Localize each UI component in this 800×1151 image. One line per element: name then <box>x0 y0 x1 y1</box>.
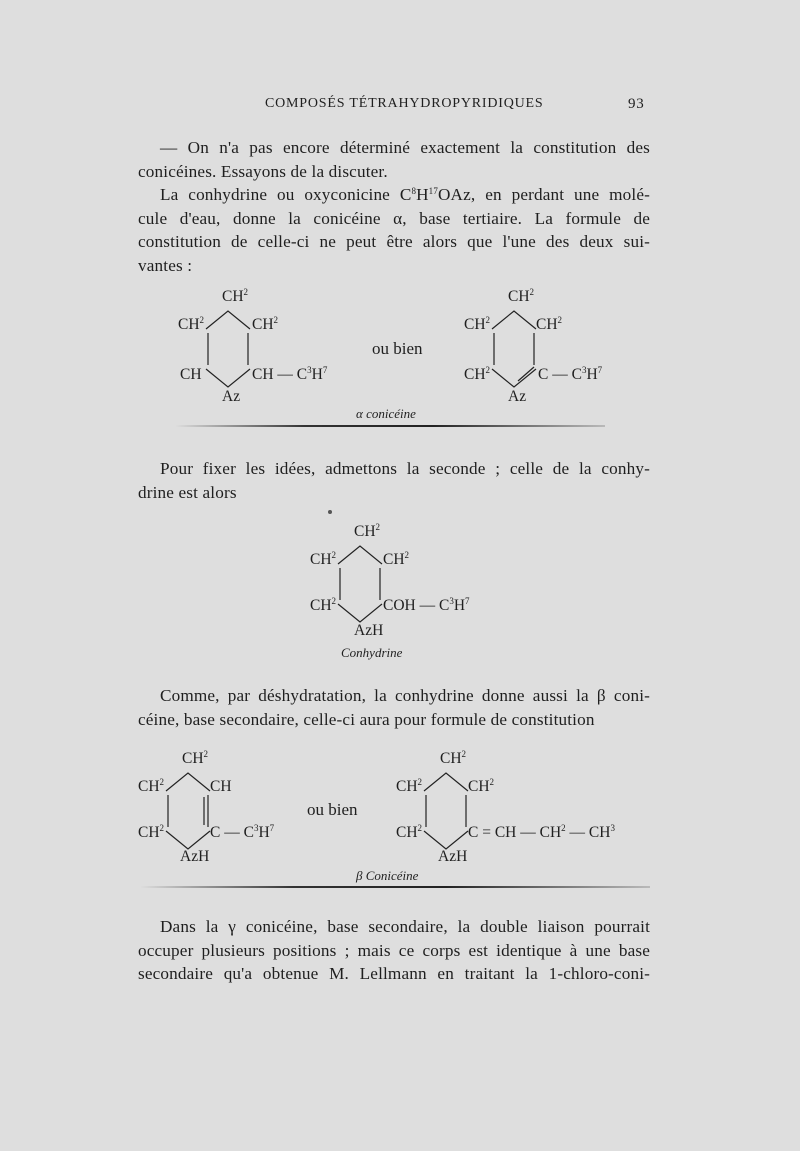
caption-conhydrine: Conhydrine <box>341 645 403 660</box>
formula-label: CH <box>396 824 418 841</box>
divider-rule <box>175 425 605 427</box>
paragraph-4 <box>138 684 650 731</box>
hexagon-ring-icon <box>158 767 218 853</box>
formula-label: AzH <box>354 622 384 639</box>
formula-label: CH <box>396 778 418 795</box>
ou-bien-text: ou bien <box>307 800 358 819</box>
text-line: Pour fixer les idées, admettons la seconde ; celle de la conhy- <box>160 459 650 478</box>
formula-label: Az <box>508 388 527 405</box>
hexagon-ring-icon <box>330 540 390 626</box>
formula-label: C — C <box>538 366 582 383</box>
page-number: 93 <box>628 96 645 112</box>
text-line: cule d'eau, donne la conicéine α, base tertiaire. La formule de <box>138 208 650 228</box>
paragraph-3 <box>138 457 650 504</box>
formula-label: CH <box>222 288 244 305</box>
formula-label: CH <box>210 778 232 795</box>
ou-bien-text: ou bien <box>372 339 423 358</box>
formula-label: CH <box>464 366 486 383</box>
caption-beta-coniceine: β Conicéine <box>356 868 419 883</box>
text-line: Comme, par déshydratation, la conhydrine donne aussi la β coni- <box>160 686 650 705</box>
text-line: La conhydrine ou oxyconicine $C^8H^{17}OAz$, en perdant une molé- <box>160 185 650 204</box>
text-line: conicéines. Essayons de la discuter. <box>138 161 388 181</box>
text-line: occuper plusieurs positions ; mais ce corps est identique à une base <box>138 940 650 960</box>
formula-label: C — C <box>210 824 254 841</box>
paragraph-5 <box>138 915 650 986</box>
formula-label: CH <box>252 316 274 333</box>
paragraph-2 <box>138 183 650 277</box>
formula-label: CH <box>468 778 490 795</box>
text-line: secondaire qu'a obtenue M. Lellmann en traitant la 1-chloro-coni- <box>138 964 650 983</box>
text-line: constitution de celle-ci ne peut être alors que l'une des deux sui- <box>138 232 650 251</box>
running-header <box>0 96 800 116</box>
header-title: COMPOSÉS TÉTRAHYDROPYRIDIQUES <box>265 96 544 111</box>
formula-label: CH <box>464 316 486 333</box>
paragraph-1 <box>138 136 650 183</box>
formula-label: COH — C <box>383 597 450 614</box>
formula-label: CH <box>138 824 160 841</box>
formula-label: CH <box>138 778 160 795</box>
hexagon-ring-icon <box>198 305 258 391</box>
formula-label: Az <box>222 388 241 405</box>
formula-label: AzH <box>180 848 210 865</box>
formula-label: CH <box>180 366 202 383</box>
caption-alpha-coniceine: α conicéine <box>356 406 416 421</box>
formula-label: CH <box>508 288 530 305</box>
ink-speck <box>328 510 332 514</box>
formula-label: CH <box>536 316 558 333</box>
formula-label: CH <box>178 316 200 333</box>
text-line: vantes : <box>138 255 193 275</box>
text-line: drine est alors <box>138 482 237 502</box>
formula-label: CH <box>310 597 332 614</box>
text-line: Dans la γ conicéine, base secondaire, la double liaison pourrait <box>160 917 650 936</box>
formula-label: CH <box>354 523 376 540</box>
text-line: céine, base secondaire, celle-ci aura pour formule de constitution <box>138 709 595 729</box>
formula-label: CH — C <box>252 366 308 383</box>
hexagon-ring-icon <box>484 305 544 391</box>
text-line: — On n'a pas encore déterminé exactement la constitution des <box>160 138 650 157</box>
hexagon-ring-icon <box>416 767 476 853</box>
formula-label: CH <box>440 750 462 767</box>
formula-label: CH <box>310 551 332 568</box>
formula-label: C = CH — CH <box>468 824 562 841</box>
formula-label: AzH <box>438 848 468 865</box>
divider-rule <box>140 886 650 888</box>
formula-label: CH <box>182 750 204 767</box>
formula-label: CH <box>383 551 405 568</box>
book-page: COMPOSÉS TÉTRAHYDROPYRIDIQUES 93 — On n'a pas encore déterminé exactement la constitution des conicéines. Essayons de la discuter. La conhydrine ou oxyconicine $C^8H^{17}OAz$, en perdant une molé- cule d'eau, donne la conicéine α, base tertiaire. La formule de constitution de celle-ci ne peut être alors que l'une des deux sui- vantes : $CH^2$ $CH^2$ $CH^2$ CH CH — $C^3H^7$ Az ou bien $CH^2$ $CH^2$ $CH^2$ $CH^2$ C — $C^3H^7$ Az α conicéine Pour fixer les idées, admettons la seconde ; celle de la conhy- drine est alors $CH^2$ $CH^2$ $CH^2$ $CH^2$ COH — $C^3H^7$ AzH Conhydrine Comme, par déshydratation, la conhydrine donne aussi la β coni- céine, base secondaire, celle-ci aura pour formule de constitution $CH^2$ $CH^2$ CH $CH^2$ C — $C^3H^7$ AzH ou bien $CH^2$ $CH^2$ $CH^2$ $CH^2$ C = CH — $CH^2$ — $CH^3$ AzH β Conicéine Dans la γ conicéine, base secondaire, la double liaison pourrait occuper plusieurs positions ; mais ce corps est identique à une base secondaire qu'a obtenue M. Lellmann en traitant la 1-chloro-coni- <box>0 0 800 1151</box>
